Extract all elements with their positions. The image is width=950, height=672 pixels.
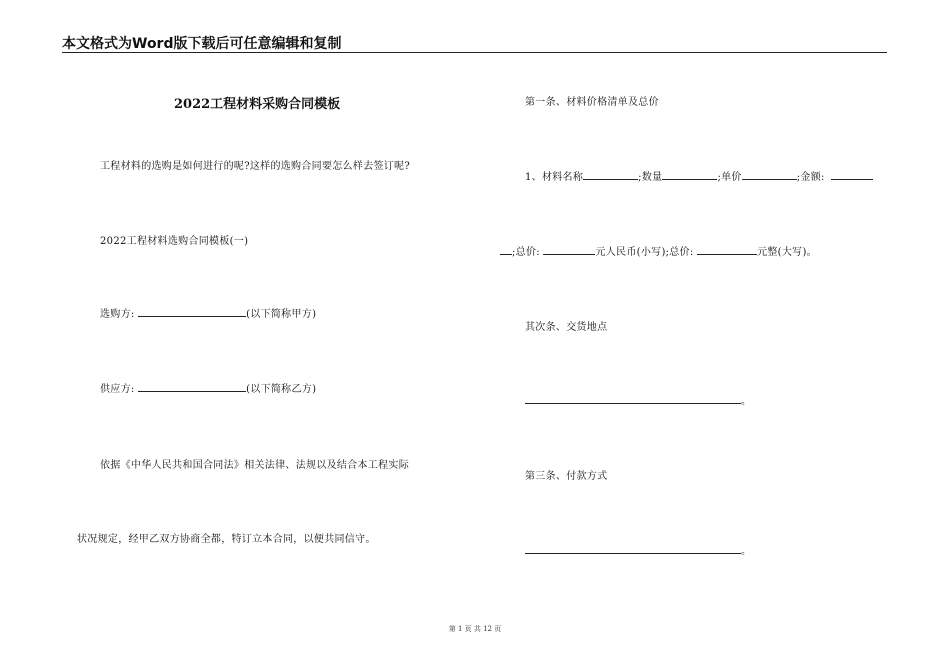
- amount-blank-cont: [500, 244, 512, 255]
- buyer-suffix: (以下简称甲方): [246, 309, 317, 320]
- header-divider: [62, 52, 887, 53]
- buyer-blank: [138, 306, 246, 317]
- total-large-text: 元整(大写)。: [757, 247, 817, 258]
- article-2-heading: 其次条、交货地点: [525, 322, 608, 333]
- article-1-heading: 第一条、材料价格清单及总价: [525, 97, 659, 108]
- document-title: 2022工程材料采购合同模板: [174, 97, 341, 112]
- price-list-line1: [525, 168, 873, 183]
- price-list-line2: [500, 243, 817, 258]
- basis-paragraph-line2: 状况规定，经甲乙双方协商全都，特订立本合同，以便共同信守。: [77, 534, 376, 545]
- quantity-blank: [662, 169, 717, 180]
- amount-label: ;金额:: [796, 172, 825, 183]
- supplier-line: [100, 380, 316, 395]
- word-download-banner: 本文格式为Word版下载后可任意编辑和复制: [62, 36, 342, 52]
- unit-price-label: ;单价: [717, 172, 742, 183]
- delivery-location-line: [525, 392, 751, 407]
- amount-blank: [831, 169, 873, 180]
- total-label: ;总价:: [512, 247, 540, 258]
- material-name-blank: [583, 169, 638, 180]
- supplier-label: 供应方:: [100, 384, 135, 395]
- delivery-location-blank: [525, 393, 741, 404]
- payment-method-blank: [525, 543, 741, 554]
- payment-method-line: [525, 542, 751, 557]
- total-large-blank: [697, 244, 757, 255]
- quantity-label: ;数量: [638, 172, 663, 183]
- delivery-location-end: 。: [741, 396, 752, 407]
- total-small-text: 元人民币(小写);总价:: [595, 247, 694, 258]
- payment-method-end: 。: [741, 546, 752, 557]
- supplier-blank: [138, 381, 246, 392]
- total-small-blank: [543, 244, 595, 255]
- supplier-suffix: (以下简称乙方): [246, 384, 317, 395]
- buyer-label: 选购方:: [100, 309, 135, 320]
- basis-paragraph-line1: 依据《中华人民共和国合同法》相关法律、法规以及结合本工程实际: [100, 460, 409, 471]
- intro-paragraph: 工程材料的选购是如何进行的呢?这样的选购合同要怎么样去签订呢?: [100, 161, 411, 172]
- buyer-line: [100, 305, 316, 320]
- unit-price-blank: [742, 169, 797, 180]
- material-name-label: 1、材料名称: [525, 172, 584, 183]
- page-number: 第 1 页 共 12 页: [448, 625, 502, 633]
- article-3-heading: 第三条、付款方式: [525, 471, 608, 482]
- contract-subtitle: 2022工程材料选购合同模板(一): [100, 236, 249, 247]
